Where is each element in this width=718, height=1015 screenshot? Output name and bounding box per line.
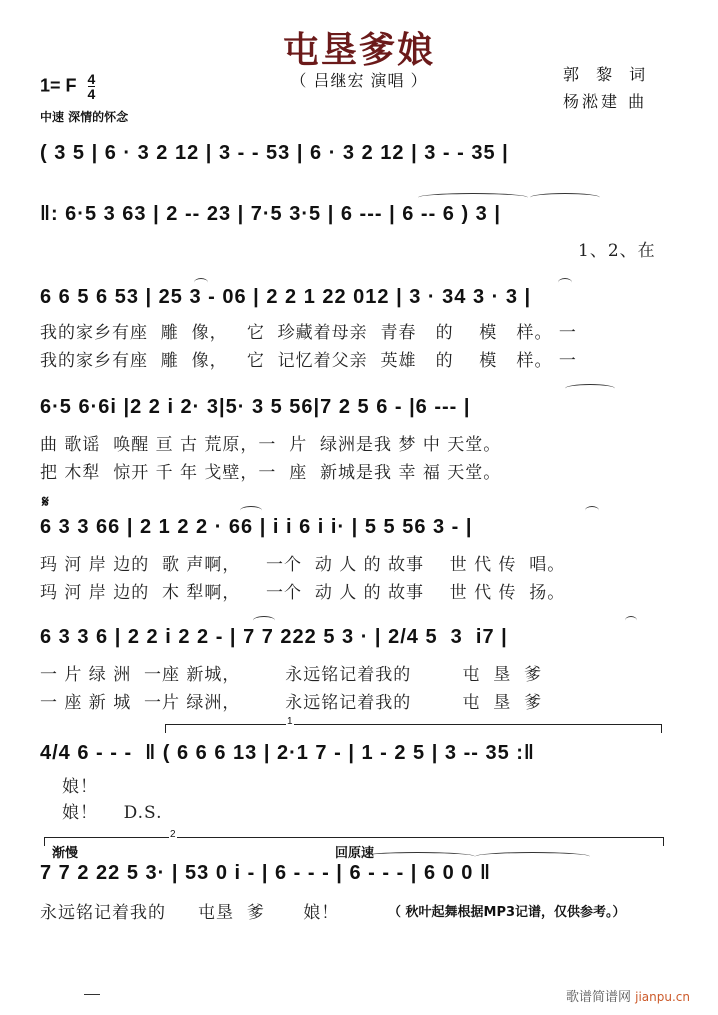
tie-slur	[530, 193, 600, 202]
tie-slur	[418, 193, 528, 202]
watermark	[566, 986, 690, 1005]
lyric-line-verse-2: 把 木犁 惊开 千 年 戈壁，一 座 新城是我 幸 福 天堂。	[40, 463, 502, 483]
lyric-line-verse-1: 曲 歌谣 唤醒 亘 古 荒原，一 片 绿洲是我 梦 中 天堂。	[40, 435, 502, 455]
singer-credit: （ 吕继宏 演唱 ）	[290, 71, 428, 90]
lyric-line-verse-2: 一 座 新 城 一片 绿洲， 永远铭记着我的 屯 垦 爹	[40, 693, 543, 713]
score-row-3: 6 6 5 6 53 | 25 3 - 06 | 2 2 1 22 012 | 3 · 34 3 · 3 |	[40, 286, 532, 308]
lyric-line-verse-1: 玛 河 岸 边的 歌 声啊， 一个 动 人 的 故事 世 代 传 唱。	[40, 555, 566, 575]
volta-number: 1	[287, 716, 293, 727]
tie-slur	[240, 506, 262, 515]
lyric-line-verse-2: 玛 河 岸 边的 木 犁啊， 一个 动 人 的 故事 世 代 传 扬。	[40, 583, 566, 603]
watermark-text: 歌谱简谱网	[565, 990, 631, 1005]
lyricist-credit: 郭 黎 词	[563, 65, 652, 84]
lyric-line-verse-1: 一 片 绿 洲 一座 新城， 永远铭记着我的 屯 垦 爹	[40, 665, 543, 685]
lyric-line-verse-2: 我的家乡有座 雕 像， 它 记忆着父亲 英雄 的 模 样。 一	[40, 351, 577, 371]
stray-mark	[84, 994, 100, 995]
score-row-6: 6 3 3 6 | 2 2 i 2 2 - | 7 7 222 5 3 · | 2/4 5 3 i7 |	[40, 626, 508, 648]
score-row-2: ‖: 6·5 3 63 | 2 -- 23 | 7·5 3·5 | 6 --- | 6 -- 6 ) 3 |	[40, 203, 501, 225]
time-denominator: 4	[87, 86, 96, 102]
time-signature	[88, 72, 96, 101]
tempo-expression: 中速 深情的怀念	[40, 110, 129, 124]
tie-slur	[565, 384, 615, 393]
volta-bracket-1	[165, 716, 662, 733]
tempo-a-tempo: 回原速	[335, 846, 375, 861]
tie-slur	[253, 616, 275, 625]
verse-marker: 1、2、在	[578, 241, 656, 261]
key-label: 1= F	[40, 75, 77, 96]
lyric-line-verse-1: 我的家乡有座 雕 像， 它 珍藏着母亲 青春 的 模 样。 一	[40, 323, 577, 343]
score-row-7: 4/4 6 - - - ‖ ( 6 6 6 13 | 2·1 7 - | 1 - 2 5 | 3 -- 35 :‖	[40, 742, 535, 764]
key-signature	[40, 72, 95, 101]
score-row-1: ( 3 5 | 6 · 3 2 12 | 3 - - 53 | 6 · 3 2 12 | 3 - - 35 |	[40, 142, 509, 164]
tempo-rit: 渐慢	[52, 846, 79, 861]
slur	[585, 506, 599, 515]
time-numerator: 4	[87, 71, 96, 87]
score-row-4: 6·5 6·6i |2 2 i 2· 3|5· 3 5 56|7 2 5 6 - |6 --- |	[40, 396, 471, 418]
transcriber-note: （ 秋叶起舞根据MP3记谱，仅供参考。）	[388, 905, 626, 920]
lyric-line-verse-1: 娘！	[62, 777, 98, 797]
volta-number: 2	[170, 829, 176, 840]
composer-credit: 杨淞建 曲	[563, 92, 648, 111]
tie-slur	[360, 852, 475, 861]
slur	[625, 616, 637, 625]
watermark-url: jianpu.cn	[635, 990, 690, 1004]
score-row-5: 6 3 3 66 | 2 1 2 2 · 66 | i i 6 i i· | 5 5 56 3 - |	[40, 516, 473, 538]
score-row-8: 7 7 2 22 5 3· | 53 0 i - | 6 - - - | 6 - - - | 6 0 0 ‖	[40, 862, 491, 884]
song-title: 屯垦爹娘	[282, 30, 435, 71]
tie-slur	[475, 852, 590, 861]
lyric-line-final: 永远铭记着我的 屯垦 爹 娘！	[40, 903, 340, 923]
segno-sign: 𝄋	[42, 494, 49, 511]
lyric-line-verse-2-ds: 娘！ D.S.	[62, 803, 163, 823]
